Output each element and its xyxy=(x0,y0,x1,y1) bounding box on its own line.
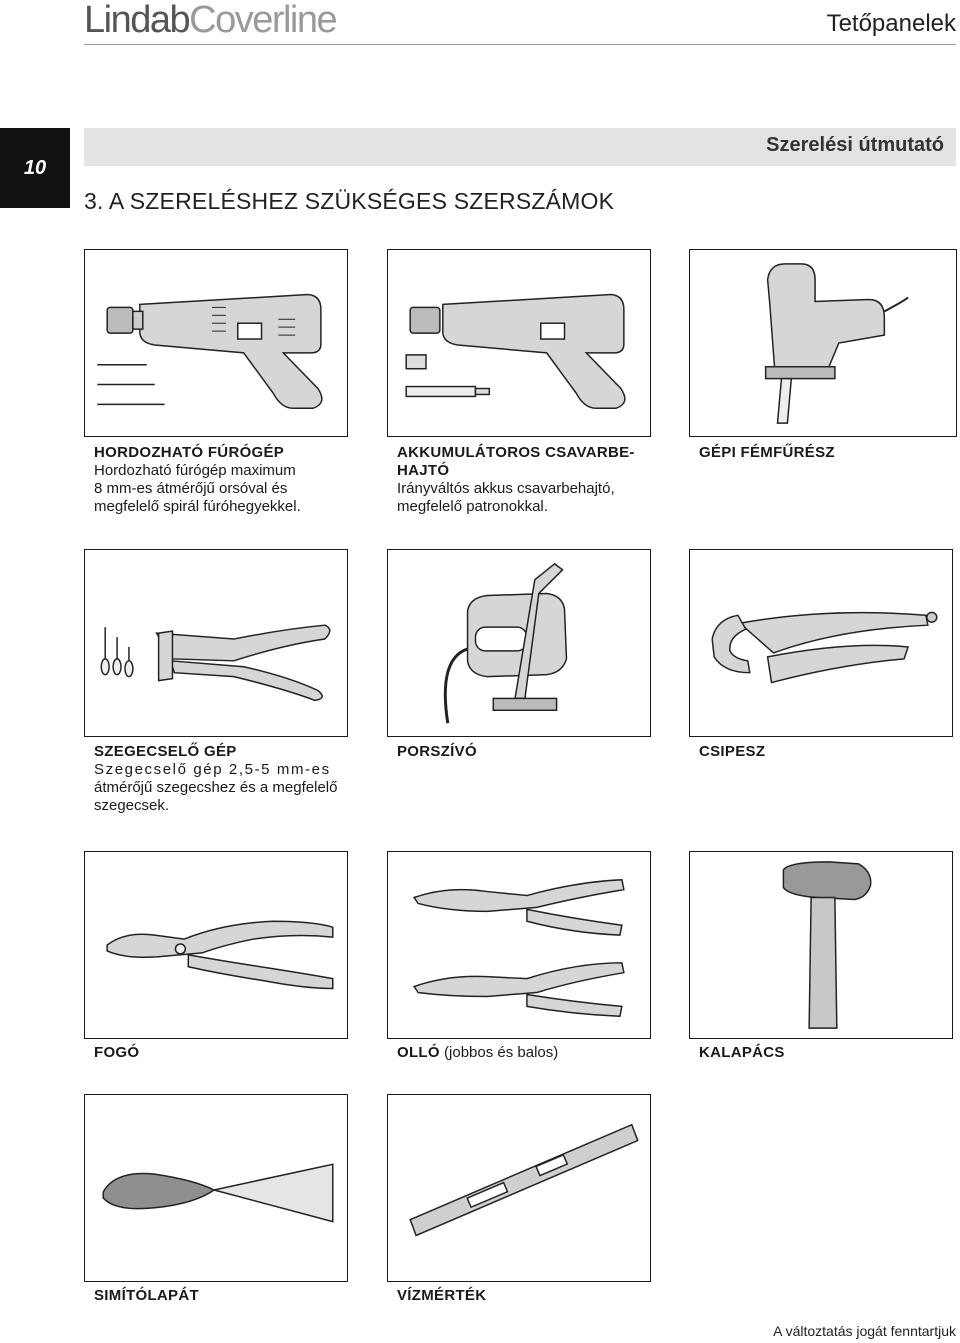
spirit-level-name: VÍZMÉRTÉK xyxy=(397,1287,487,1304)
screwdriver-icon xyxy=(388,250,650,436)
snips-name: OLLÓ xyxy=(397,1044,440,1061)
brand-part-2: Coverline xyxy=(189,0,337,41)
hammer-image xyxy=(689,851,953,1039)
pliers-icon xyxy=(85,852,347,1038)
drill-image xyxy=(84,249,348,437)
drill-desc-1: Hordozható fúrógép maximum xyxy=(94,462,296,479)
jigsaw-name: GÉPI FÉMFŰRÉSZ xyxy=(699,444,835,461)
hammer-caption xyxy=(699,1044,785,1062)
section-label: Szerelési útmutató xyxy=(766,134,944,156)
scraper-image xyxy=(84,1094,348,1282)
drill-desc-3: megfelelő spirál fúróhegyekkel. xyxy=(94,498,301,515)
snips-note: (jobbos és balos) xyxy=(439,1044,559,1061)
footer-note: A változtatás jogát fenntartjuk xyxy=(773,1323,956,1339)
section-band xyxy=(84,128,956,166)
riveter-icon xyxy=(85,550,347,736)
header-divider xyxy=(84,44,956,45)
riveter-name: SZEGECSELŐ GÉP xyxy=(94,743,237,760)
grip-pliers-image xyxy=(689,549,953,737)
brand-logo xyxy=(84,0,336,40)
snips-icon xyxy=(388,852,650,1038)
drill-name: HORDOZHATÓ FÚRÓGÉP xyxy=(94,444,285,461)
spirit-level-caption xyxy=(397,1287,486,1305)
page-number: 10 xyxy=(0,128,70,208)
riveter-desc-2: átmérőjű szegecshez és a megfelelő xyxy=(94,779,338,796)
jigsaw-caption xyxy=(699,444,835,462)
spirit-level-icon xyxy=(388,1095,650,1281)
vacuum-image xyxy=(387,549,651,737)
screwdriver-name-1: AKKUMULÁTOROS CSAVARBE- xyxy=(397,444,635,461)
chapter-title: 3. A SZERELÉSHEZ SZÜKSÉGES SZERSZÁMOK xyxy=(84,188,615,214)
scraper-name: SIMÍTÓLAPÁT xyxy=(94,1287,199,1304)
screwdriver-name-2: HAJTÓ xyxy=(397,462,450,479)
screwdriver-desc-1: Irányváltós akkus csavarbehajtó, xyxy=(397,480,615,497)
drill-caption xyxy=(94,444,301,516)
screwdriver-caption xyxy=(397,444,635,516)
pliers-image xyxy=(84,851,348,1039)
grip-pliers-name: CSIPESZ xyxy=(699,743,766,760)
drill-desc-2: 8 mm-es átmérőjű orsóval és xyxy=(94,480,288,497)
header-title: Tetőpanelek xyxy=(826,10,956,37)
jigsaw-image xyxy=(689,249,957,437)
grip-pliers-icon xyxy=(690,550,952,736)
grip-pliers-caption xyxy=(699,743,765,761)
hammer-icon xyxy=(690,852,952,1038)
brand-part-1: Lindab xyxy=(84,0,190,41)
riveter-desc-3: szegecsek. xyxy=(94,797,170,814)
screwdriver-desc-2: megfelelő patronokkal. xyxy=(397,498,548,515)
vacuum-icon xyxy=(388,550,650,736)
spirit-level-image xyxy=(387,1094,651,1282)
vacuum-name: PORSZÍVÓ xyxy=(397,743,477,760)
riveter-caption xyxy=(94,743,337,815)
drill-icon xyxy=(85,250,347,436)
vacuum-caption xyxy=(397,743,477,761)
pliers-caption xyxy=(94,1044,139,1062)
screwdriver-image xyxy=(387,249,651,437)
scraper-icon xyxy=(85,1095,347,1281)
jigsaw-icon xyxy=(690,250,956,436)
pliers-name: FOGÓ xyxy=(94,1044,140,1061)
snips-caption xyxy=(397,1044,558,1062)
snips-image xyxy=(387,851,651,1039)
scraper-caption xyxy=(94,1287,199,1305)
riveter-desc-1: Szegecselő gép 2,5-5 mm-es xyxy=(94,761,331,778)
hammer-name: KALAPÁCS xyxy=(699,1044,785,1061)
riveter-image xyxy=(84,549,348,737)
